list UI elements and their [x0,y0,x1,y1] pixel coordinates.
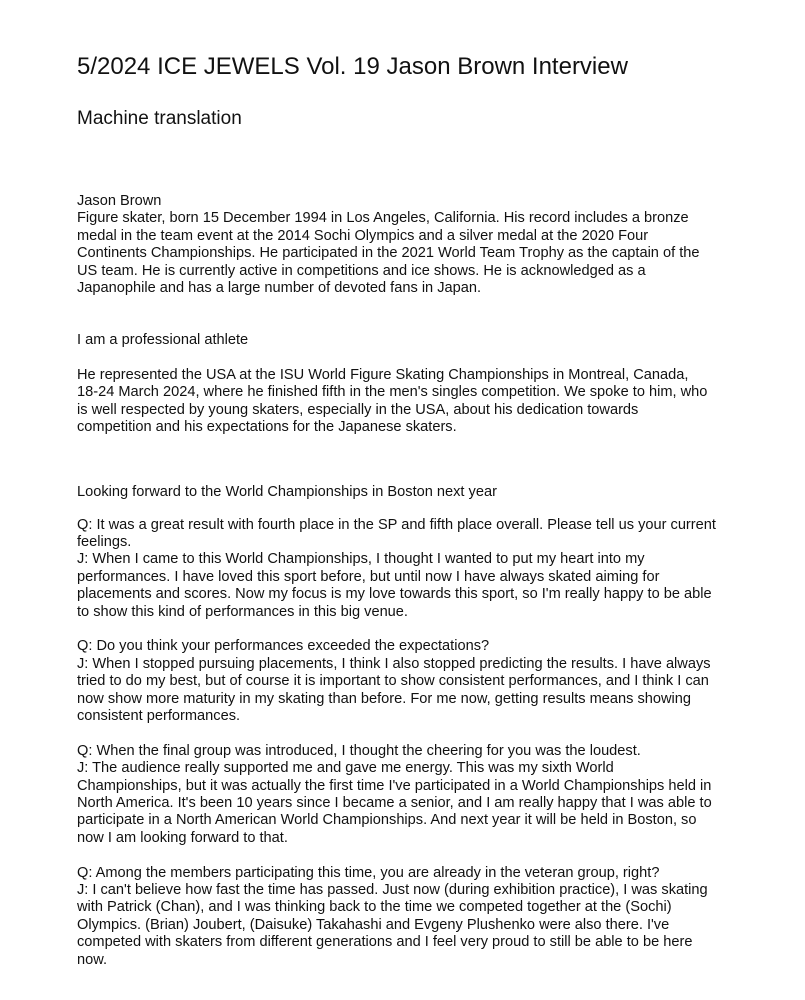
text-line: US team. He is currently active in competitions and ice shows. He is acknowledged as a [77,262,646,279]
qa-block-4 [77,865,708,969]
text-line: with Patrick (Chan), and I was thinking back to the time we competed together at the (Sochi) [77,899,672,916]
text-line: tried to do my best, but of course it is important to show consistent performances, and I think I can [77,673,709,690]
document-subtitle: Machine translation [77,108,242,129]
text-line: Japanophile and has a large number of devoted fans in Japan. [77,279,482,296]
text-line: Championships, but it was actually the first time I've participated in a World Championships held in [77,777,712,794]
text-line: 18-24 March 2024, where he finished fifth in the men's singles competition. We spoke to him, who [77,384,708,401]
section-heading-boston [77,484,497,501]
section-heading-athlete [77,332,248,349]
text-line: now I am looking forward to that. [77,829,288,846]
text-line: Jason Brown [77,193,162,209]
text-line: placements and scores. Now my focus is my love towards this sport, so I'm really happy to be able [77,586,712,603]
text-line: J: When I stopped pursuing placements, I think I also stopped predicting the results. I have always [77,655,711,672]
text-line: to show this kind of performances in this big venue. [77,603,408,620]
bio-paragraph [77,193,700,297]
intro-paragraph [77,367,707,437]
text-line: Figure skater, born 15 December 1994 in Los Angeles, California. His record includes a bronze [77,210,689,227]
text-line: feelings. [77,533,132,550]
text-line: now show more maturity in my skating than before. For me now, getting results means showing [77,690,692,707]
text-line: Continents Championships. He participated in the 2021 World Team Trophy as the captain of the [77,245,700,262]
text-line: competition and his expectations for the Japanese skaters. [77,419,457,436]
text-line: is well respected by young skaters, especially in the USA, about his dedication towards [77,401,639,418]
text-line: North America. It's been 10 years since I became a senior, and I am really happy that I was able to [77,794,712,811]
text-line: consistent performances. [77,707,241,724]
heading-text: Looking forward to the World Championships in Boston next year [77,483,497,500]
qa-block-2 [77,638,711,725]
text-line: medal in the team event at the 2014 Sochi Olympics and a silver medal at the 2020 Four [77,227,649,244]
qa-block-3 [77,743,712,847]
heading-text: I am a professional athlete [77,332,249,348]
text-line: Q: It was a great result with fourth place in the SP and fifth place overall. Please tell us your current [77,516,716,533]
text-line: now. [77,951,108,968]
qa-block-1 [77,517,716,621]
text-line: Q: Do you think your performances exceeded the expectations? [77,638,490,655]
text-line: Olympics. (Brian) Joubert, (Daisuke) Takahashi and Evgeny Plushenko were also there. I've [77,916,670,933]
document-title: 5/2024 ICE JEWELS Vol. 19 Jason Brown Interview [77,53,628,80]
text-line: competed with skaters from different generations and I feel very proud to still be able to be here [77,934,693,951]
text-line: J: I can't believe how fast the time has passed. Just now (during exhibition practice), I was skating [77,881,708,898]
text-line: Q: When the final group was introduced, I thought the cheering for you was the loudest. [77,742,641,759]
text-line: participate in a North American World Championships. And next year it will be held in Boston, so [77,812,697,829]
text-line: Q: Among the members participating this time, you are already in the veteran group, right? [77,864,660,881]
text-line: J: The audience really supported me and gave me energy. This was my sixth World [77,760,614,777]
text-line: performances. I have loved this sport before, but until now I have always skated aiming for [77,568,660,585]
text-line: J: When I came to this World Championships, I thought I wanted to put my heart into my [77,551,645,568]
text-line: He represented the USA at the ISU World Figure Skating Championships in Montreal, Canada, [77,367,689,383]
